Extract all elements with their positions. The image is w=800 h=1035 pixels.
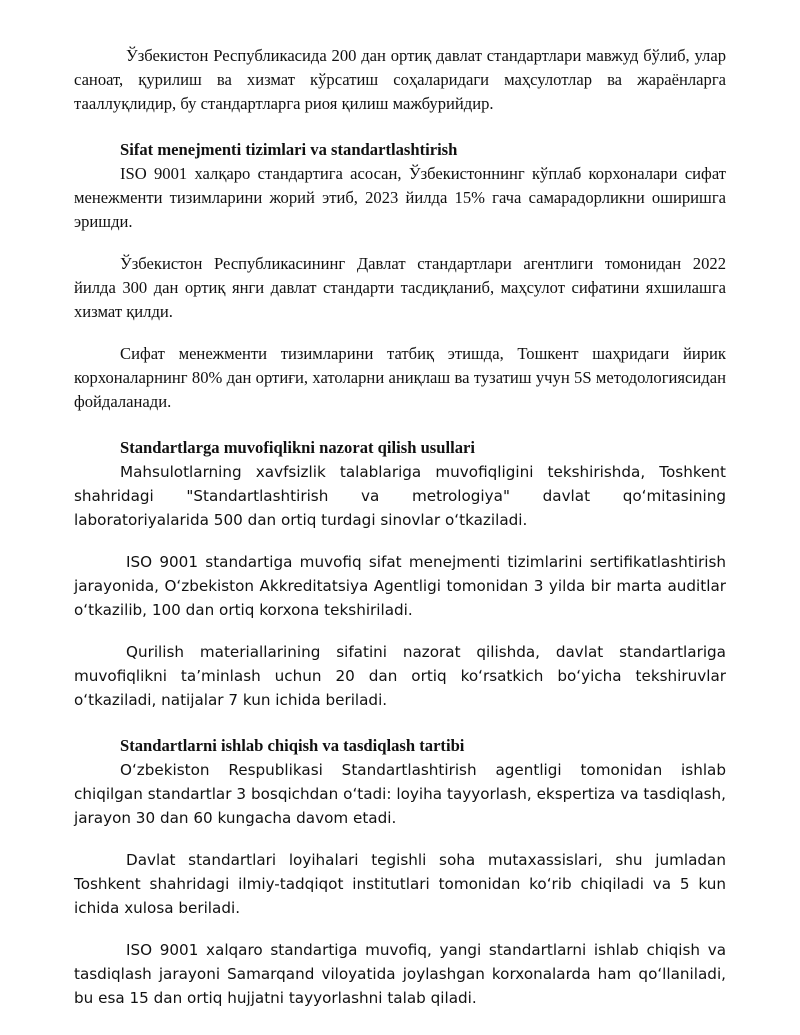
paragraph-samarkand-enterprises: ISO 9001 xalqaro standartiga muvofiq, yangi standartlarni ishlab chiqish va tasdiqlash jarayoni Samarqand viloyatida joylashgan korxonalarda ham qoʻllaniladi, bu esa 15 dan ortiq hujjatni tayyorlashni talab qiladi. <box>74 941 726 1007</box>
paragraph-5s-methodology: Сифат менежменти тизимларини татбиқ этишда, Тошкент шаҳридаги йирик корхоналарнинг 80% дан ортиғи, хатоларни аниқлаш ва тузатиш учун 5S методологиясидан фойдаланади. <box>74 344 726 411</box>
paragraph-three-stages: Oʻzbekiston Respublikasi Standartlashtirish agentligi tomonidan ishlab chiqilgan standartlar 3 bosqichdan oʻtadi: loyiha tayyorlash, ekspertiza va tasdiqlash, jarayon 30 dan 60 kungacha davom etadi. <box>74 761 726 827</box>
section-heading-conformity-control: Standartlarga muvofiqlikni nazorat qilish usullari <box>120 438 475 457</box>
document-page <box>74 44 726 1010</box>
paragraph-standards-count: Ўзбекистон Республикасида 200 дан ортиқ давлат стандартлари мавжуд бўлиб, улар саноат, қурилиш ва хизмат кўрсатиш соҳаларидаги маҳсулотлар ва жараёнларга тааллуқлидир, бу стандартларга риоя қилиш мажбурийдир. <box>74 46 726 113</box>
paragraph-construction-materials: Qurilish materiallarining sifatini nazorat qilishda, davlat standartlariga muvofiqlikni taʼminlash uchun 20 dan ortiq koʻrsatkich boʻyicha tekshiruvlar oʻtkaziladi, natijalar 7 kun ichida beriladi. <box>74 643 726 709</box>
paragraph-iso-efficiency: ISO 9001 халқаро стандартига асосан, Ўзбекистоннинг кўплаб корхоналари сифат менежменти тизимларини жорий этиб, 2023 йилда 15% гача самарадорликни оширишга эришди. <box>74 164 726 231</box>
paragraph-certification-audits: ISO 9001 standartiga muvofiq sifat menejmenti tizimlarini sertifikatlashtirish jarayonida, Oʻzbekiston Akkreditatsiya Agentligi tomonidan 3 yilda bir marta auditlar oʻtkazilib, 100 dan ortiq korxona tekshiriladi. <box>74 553 726 619</box>
paragraph-safety-testing: Mahsulotlarning xavfsizlik talablariga muvofiqligini tekshirishda, Toshkent shahridagi "Standartlashtirish va metrologiya" davlat qoʻmitasining laboratoriyalarida 500 dan ortiq turdagi sinovlar oʻtkaziladi. <box>74 463 726 529</box>
paragraph-expert-review: Davlat standartlari loyihalari tegishli soha mutaxassislari, shu jumladan Toshkent shahridagi ilmiy-tadqiqot institutlari tomonidan koʻrib chiqiladi va 5 kun ichida xulosa beriladi. <box>74 851 726 917</box>
section-heading-quality-management: Sifat menejmenti tizimlari va standartlashtirish <box>120 140 458 159</box>
section-heading-development-procedure: Standartlarni ishlab chiqish va tasdiqlash tartibi <box>120 736 465 755</box>
paragraph-new-standards-2022: Ўзбекистон Республикасининг Давлат стандартлари агентлиги томонидан 2022 йилда 300 дан ортиқ янги давлат стандарти тасдиқланиб, маҳсулот сифатини яхшилашга хизмат қилди. <box>74 254 726 321</box>
